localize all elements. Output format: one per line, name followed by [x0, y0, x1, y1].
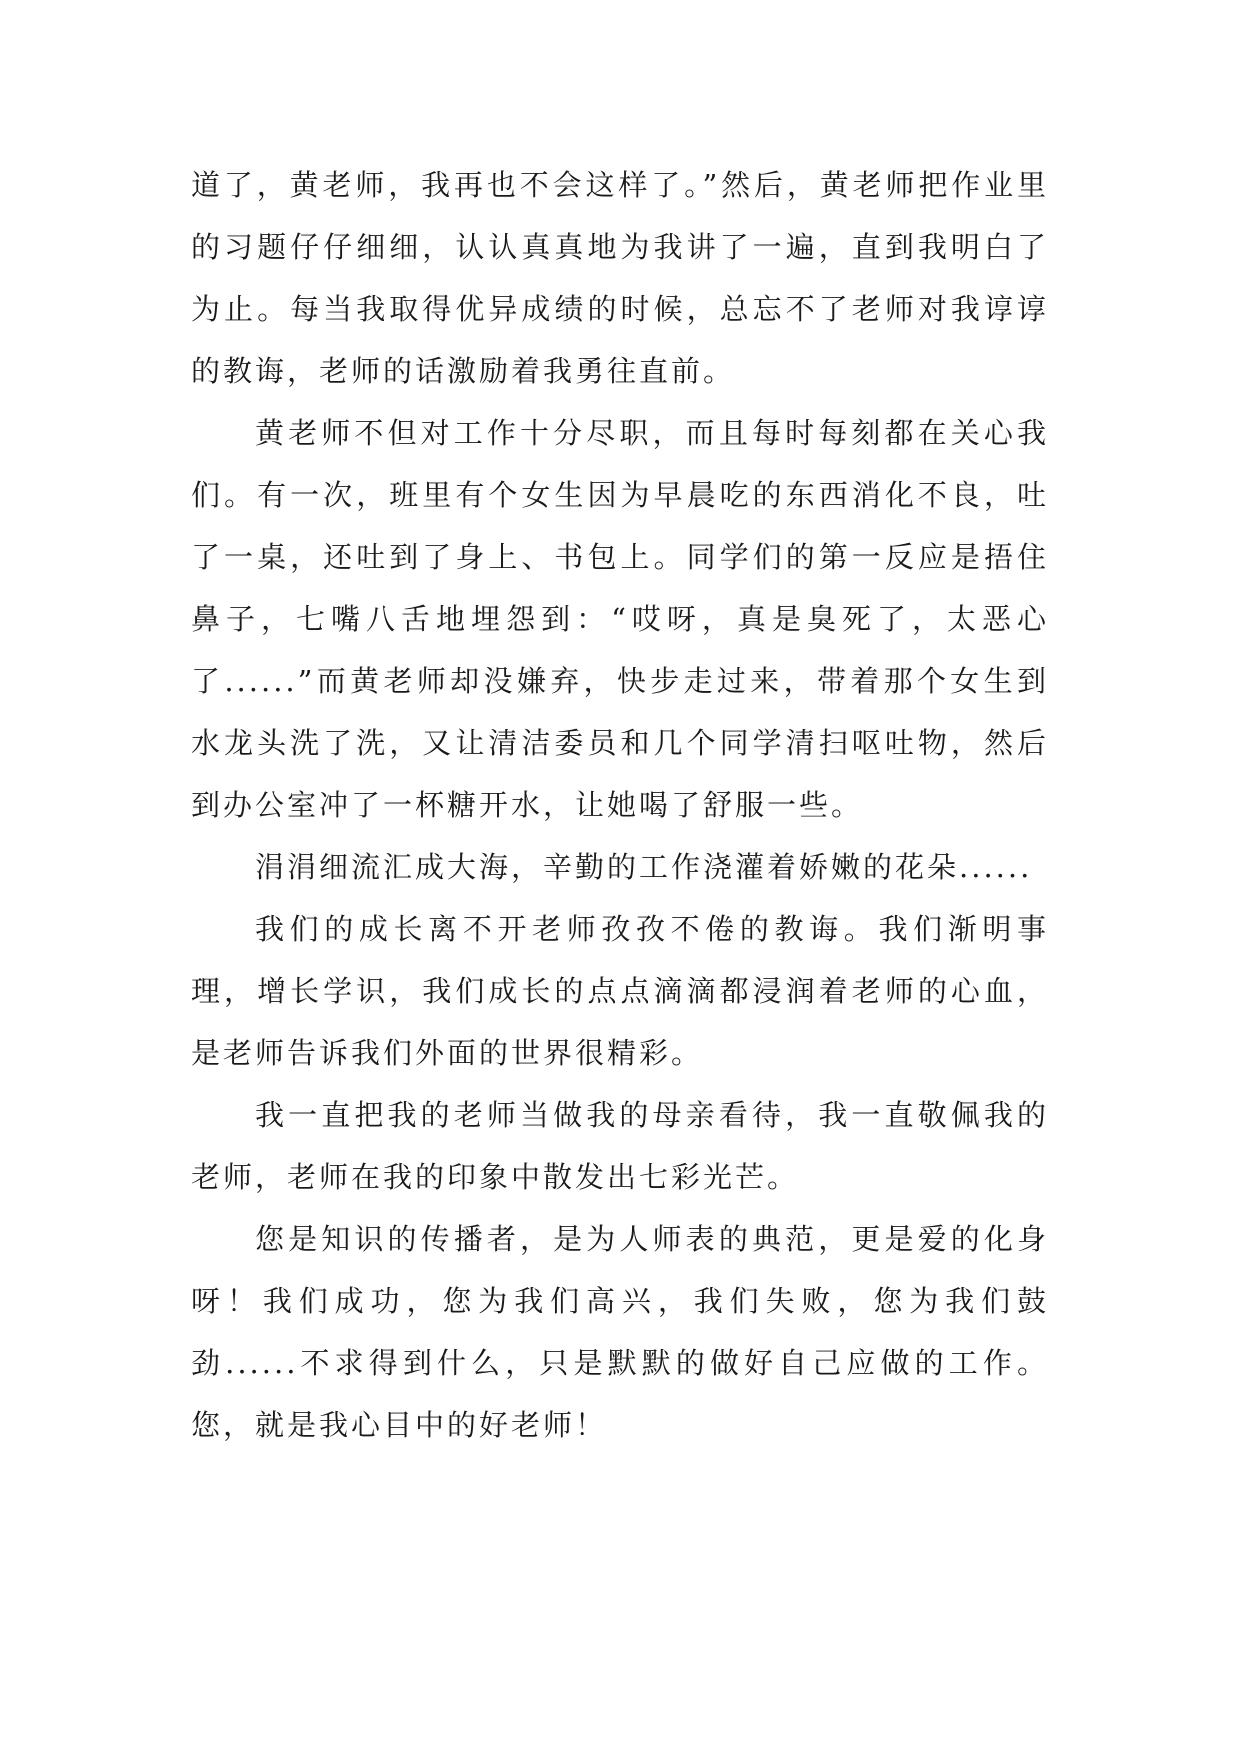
paragraph-3: 涓涓细流汇成大海，辛勤的工作浇灌着娇嫩的花朵...... [255, 850, 1033, 884]
paragraph-2: 黄老师不但对工作十分尽职，而且每时每刻都在关心我们。有一次，班里有个女生因为早晨吃的东西消化不良，吐了一桌，还吐到了身上、书包上。同学们的第一反应是捂住鼻子，七嘴八舌地埋怨到：“哎呀，真是臭死了，太恶心了......”而黄老师却没嫌弃，快步走过来，带着那个女生到水龙头洗了洗，又让清洁委员和几个同学清扫呕吐物，然后到办公室冲了一杯糖开水，让她喝了舒服一些。 [191, 416, 1049, 822]
paragraph-1: 道了，黄老师，我再也不会这样了。”然后，黄老师把作业里的习题仔仔细细，认认真真地为我讲了一遍，直到我明白了为止。每当我取得优异成绩的时候，总忘不了老师对我谆谆的教诲，老师的话激励着我勇往直前。 [191, 168, 1049, 388]
paragraph-6: 您是知识的传播者，是为人师表的典范，更是爱的化身呀！我们成功，您为我们高兴，我们失败，您为我们鼓劲......不求得到什么，只是默默的做好自己应做的工作。您，就是我心目中的好老师！ [191, 1222, 1049, 1442]
paragraph-5: 我一直把我的老师当做我的母亲看待，我一直敬佩我的老师，老师在我的印象中散发出七彩光芒。 [191, 1098, 1049, 1194]
paragraph-4: 我们的成长离不开老师孜孜不倦的教诲。我们渐明事理，增长学识，我们成长的点点滴滴都浸润着老师的心血，是老师告诉我们外面的世界很精彩。 [191, 912, 1049, 1070]
document-body [191, 154, 1049, 1456]
